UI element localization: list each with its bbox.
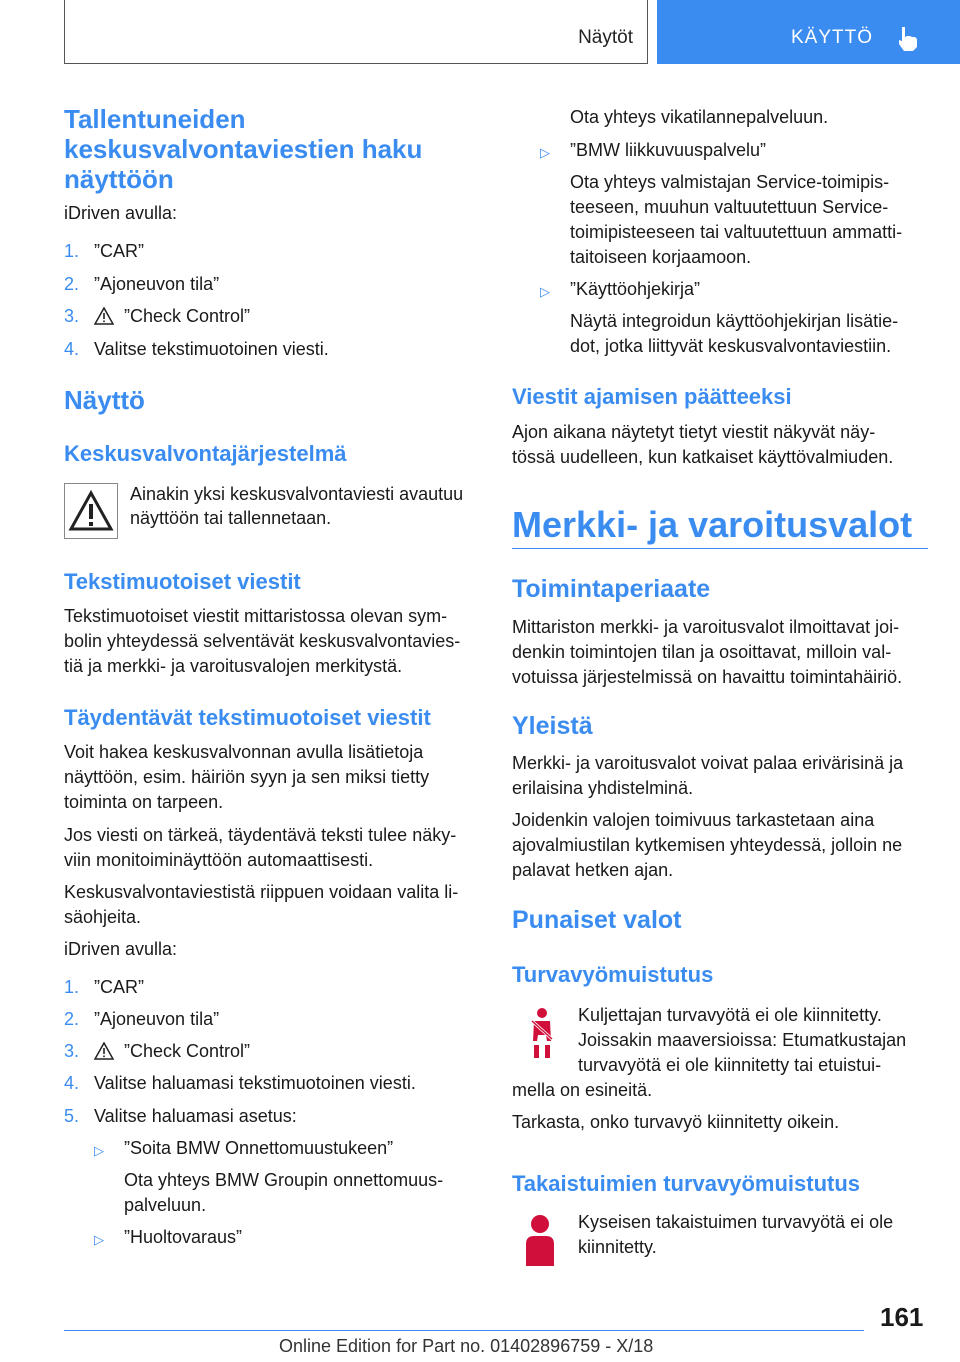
paragraph-line: Tarkasta, onko turvavyö kiinnitetty oikein. [512,1112,840,1132]
step-text [94,1039,250,1063]
step-text: ”Ajoneuvon tila” [94,1009,220,1029]
header-section-label: Näytöt [578,27,633,48]
step-number: 1. [64,241,80,261]
heading-naytto: Näyttö [64,385,145,415]
paragraph-line: erilaisina yhdistelminä. [512,778,694,798]
heading-title-line-3: näyttöön [64,164,174,194]
paragraph-line: Jos viesti on tärkeä, täydentävä teksti tulee näky- [64,825,457,845]
step-text: Valitse tekstimuotoinen viesti. [94,339,329,359]
paragraph-line: Joissakin maaversioissa: Etumatkustajan [578,1030,907,1050]
paragraph-line: Joidenkin valojen toimivuus tarkastetaan aina [512,810,875,830]
heading-title-line-1: Tallentuneiden [64,104,246,134]
paragraph-line: Merkki- ja varoitusvalot voivat palaa erivärisinä ja [512,753,904,773]
paragraph-line: denkin toimintojen tilan ja osoittavat, milloin val- [512,642,892,662]
paragraph-line: viin monitoiminäyttöön automaattisesti. [64,850,374,870]
paragraph-line: Mittariston merkki- ja varoitusvalot ilmoittavat joi- [512,617,900,637]
paragraph-line: dot, jotka liittyvät keskusvalvontaviestiin. [570,336,892,356]
heading-turvavyomuistutus: Turvavyömuistutus [512,962,714,987]
warning-triangle-icon [65,484,117,538]
seatbelt-warning-icon [526,1005,558,1059]
paragraph-line: Ota yhteys BMW Groupin onnettomuus- [124,1170,444,1190]
step-number: 4. [64,339,80,359]
kvj-text-1: Ainakin yksi keskusvalvontaviesti avautuu [130,484,464,504]
page-number: 161 [880,1302,924,1332]
heading-tekstimuotoiset: Tekstimuotoiset viestit [64,569,301,594]
paragraph-line: bolin yhteydessä selventävät keskusvalvontavies- [64,631,461,651]
paragraph-line: mella on esineitä. [512,1080,653,1100]
warning-triangle-icon [94,1042,114,1060]
step-number: 2. [64,274,80,294]
bullet-text: ”BMW liikkuvuuspalvelu” [570,140,767,160]
heading-kvj: Keskusvalvontajärjestelmä [64,441,347,466]
paragraph-line: Ajon aikana näytetyt tietyt viestit näkyvät näy- [512,422,876,442]
step-text: ”Ajoneuvon tila” [94,274,220,294]
idrive-intro-1: iDriven avulla: [64,203,178,223]
heading-merkki-ja-varoitusvalot: Merkki- ja varoitusvalot [512,504,913,545]
idrive-intro-2: iDriven avulla: [64,939,178,959]
paragraph-line: Voit hakea keskusvalvonnan avulla lisätietoja [64,742,424,762]
paragraph-line: palavat hetken ajan. [512,860,674,880]
step-number: 5. [64,1106,80,1126]
paragraph-line: taitoiseen korjaamoon. [570,247,752,267]
warning-box [64,483,118,539]
paragraph-line: säohjeita. [64,907,142,927]
bullet-text: ”Soita BMW Onnettomuustukeen” [124,1138,394,1158]
paragraph-line: turvavyötä ei ole kiinnitetty tai etuistui- [578,1055,882,1075]
bullet-triangle-icon: ▷ [94,1232,104,1247]
step-number: 1. [64,977,80,997]
bullet-triangle-icon: ▷ [94,1143,104,1158]
step-number: 3. [64,306,80,326]
paragraph-line: ajovalmiustilan kytkemisen yhteydessä, jolloin ne [512,835,903,855]
step-label: ”Check Control” [124,1041,251,1061]
paragraph-line: Ota yhteys valmistajan Service-toimipis- [570,172,890,192]
step-label: ”Check Control” [124,306,251,326]
paragraph-line: votuissa järjestelmissä on havaittu toimintahäiriö. [512,667,903,687]
paragraph-line: Keskusvalvontaviestistä riippuen voidaan valita li- [64,882,459,902]
paragraph-line: toiminta on tarpeen. [64,792,224,812]
rear-seatbelt-icon [522,1212,558,1266]
paragraph-line: palveluun. [124,1195,207,1215]
step-text: Valitse haluamasi tekstimuotoinen viesti. [94,1073,416,1093]
paragraph-line: Näytä integroidun käyttöohjekirjan lisätie- [570,311,899,331]
step-number: 3. [64,1041,80,1061]
hand-pointer-icon [893,24,921,52]
heading-taydentavat: Täydentävät tekstimuotoiset viestit [64,705,431,730]
paragraph-line: Kyseisen takaistuimen turvavyötä ei ole [578,1212,894,1232]
header-chapter-tab [657,0,960,64]
heading-punaiset-valot: Punaiset valot [512,906,682,934]
step-number: 2. [64,1009,80,1029]
bullet-text: ”Käyttöohjekirja” [570,279,701,299]
heading-toimintaperiaate: Toimintaperiaate [512,575,711,603]
step-text: ”CAR” [94,977,144,997]
paragraph-line: tössä uudelleen, kun katkaiset käyttövalmiuden. [512,447,894,467]
bullet-text: ”Huoltovaraus” [124,1227,243,1247]
step-text: ”CAR” [94,241,144,261]
heading-viestit-ajamisen: Viestit ajamisen päätteeksi [512,384,792,409]
step-text [94,304,250,328]
paragraph-line: Tekstimuotoiset viestit mittaristossa olevan sym- [64,606,448,626]
paragraph-line: kiinnitetty. [578,1237,657,1257]
footer-rule [64,1330,864,1331]
warning-triangle-icon [94,307,114,325]
heading-takaistuimien: Takaistuimien turvavyömuistutus [512,1171,861,1196]
paragraph-line: tiä ja merkki- ja varoitusvalojen merkitystä. [64,656,403,676]
heading-yleista: Yleistä [512,712,593,740]
bullet-triangle-icon: ▷ [540,145,550,160]
header-chapter-label: KÄYTTÖ [791,27,874,48]
heading-title-line-2: keskusvalvontaviestien haku [64,134,423,164]
paragraph-line: näyttöön, esim. häiriön syyn ja sen miksi tietty [64,767,430,787]
paragraph-line: Ota yhteys vikatilannepalveluun. [570,107,829,127]
header-section-box [64,0,648,64]
paragraph-line: toimipisteeseen tai valtuutettuun ammatti- [570,222,903,242]
step-text: Valitse haluamasi asetus: [94,1106,297,1126]
paragraph-line: Kuljettajan turvavyötä ei ole kiinnitetty. [578,1005,882,1025]
footer-edition: Online Edition for Part no. 01402896759 - X/18 [279,1336,654,1356]
kvj-text-2: näyttöön tai tallennetaan. [130,508,332,528]
bullet-triangle-icon: ▷ [540,284,550,299]
paragraph-line: teeseen, muuhun valtuutettuun Service- [570,197,889,217]
heading-underline [512,548,928,549]
step-number: 4. [64,1073,80,1093]
